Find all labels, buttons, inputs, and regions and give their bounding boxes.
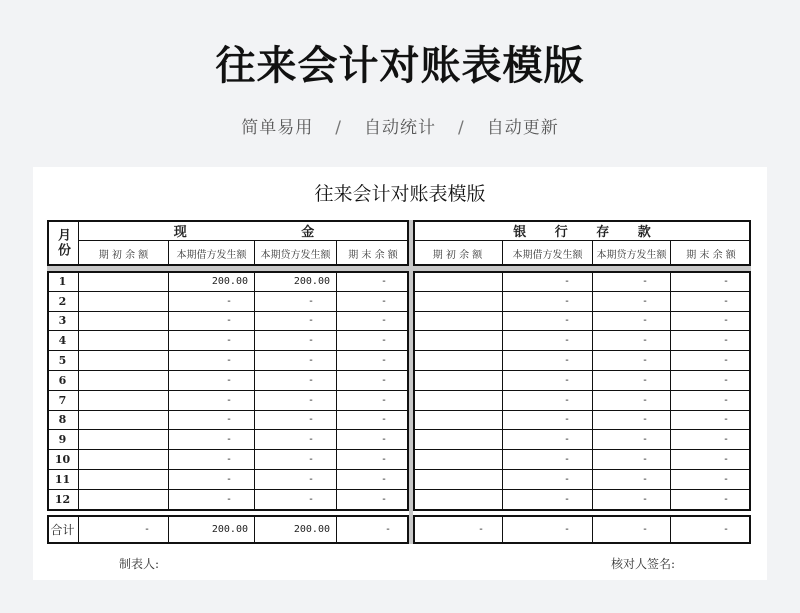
subtitle bbox=[0, 113, 800, 138]
month-cell: 11 bbox=[47, 470, 79, 490]
table-cell[interactable]: - bbox=[722, 494, 729, 506]
table-cell[interactable]: - bbox=[337, 331, 409, 351]
column-subheader: 本期贷方发生额 bbox=[593, 241, 671, 266]
month-cell: 10 bbox=[47, 450, 79, 470]
column-subheader: 期 末 余 额 bbox=[348, 250, 398, 261]
column-subheader: 本期借方发生额 bbox=[169, 241, 255, 266]
month-cell: 3 bbox=[47, 312, 79, 332]
table-cell[interactable] bbox=[413, 430, 503, 450]
table-cell[interactable]: - bbox=[255, 312, 337, 332]
subtitle-item: 自动统计 bbox=[364, 118, 436, 138]
table-cell[interactable]: - bbox=[169, 470, 255, 490]
table-cell[interactable]: - bbox=[255, 430, 337, 450]
column-subheader: 期 初 余 额 bbox=[413, 241, 503, 266]
table-cell[interactable]: - bbox=[337, 450, 409, 470]
table-cell[interactable]: - bbox=[337, 292, 409, 312]
month-cell: 2 bbox=[47, 292, 79, 312]
total-cell: - bbox=[384, 524, 391, 535]
table-cell[interactable]: - bbox=[337, 391, 409, 411]
subtitle-item: 简单易用 bbox=[241, 118, 314, 138]
month-cell: 1 bbox=[47, 272, 79, 292]
table-cell[interactable] bbox=[413, 371, 503, 391]
table-cell[interactable] bbox=[413, 391, 503, 411]
table-cell[interactable] bbox=[413, 272, 503, 292]
month-cell: 7 bbox=[47, 391, 79, 411]
table-cell[interactable]: - bbox=[169, 331, 255, 351]
table-cell[interactable]: - bbox=[255, 371, 337, 391]
sheet-title: 往来会计对账表模版 bbox=[314, 183, 486, 205]
table-cell[interactable]: 200.00 bbox=[169, 272, 255, 292]
table-cell[interactable]: - bbox=[503, 292, 593, 312]
table-cell[interactable] bbox=[79, 351, 169, 371]
table-cell[interactable] bbox=[413, 312, 503, 332]
table-cell[interactable]: - bbox=[169, 312, 255, 332]
table-cell[interactable] bbox=[413, 331, 503, 351]
month-cell: 9 bbox=[47, 430, 79, 450]
checker-signature-label: 核对人签名: bbox=[611, 557, 676, 571]
table-cell[interactable] bbox=[413, 351, 503, 371]
table-cell[interactable]: - bbox=[169, 371, 255, 391]
table-cell[interactable] bbox=[79, 292, 169, 312]
table-cell[interactable]: - bbox=[169, 292, 255, 312]
column-subheader: 期 末 余 额 bbox=[686, 250, 736, 261]
table-cell[interactable] bbox=[79, 490, 169, 510]
month-cell: 6 bbox=[47, 371, 79, 391]
table-cell[interactable] bbox=[79, 430, 169, 450]
table-cell[interactable]: - bbox=[503, 490, 593, 510]
subtitle-separator: / bbox=[335, 118, 342, 138]
table-cell[interactable] bbox=[79, 331, 169, 351]
table-cell[interactable]: - bbox=[503, 470, 593, 490]
table-cell[interactable]: - bbox=[255, 351, 337, 371]
cash-header: 现 金 bbox=[79, 220, 409, 241]
table-cell[interactable] bbox=[413, 411, 503, 431]
table-cell[interactable] bbox=[79, 411, 169, 431]
table-cell[interactable]: - bbox=[337, 312, 409, 332]
table-cell[interactable] bbox=[413, 490, 503, 510]
table-cell[interactable]: - bbox=[593, 351, 671, 371]
subtitle-item: 自动更新 bbox=[486, 118, 559, 138]
table-cell[interactable]: - bbox=[337, 411, 409, 431]
table-cell[interactable]: - bbox=[255, 292, 337, 312]
table-cell[interactable] bbox=[413, 470, 503, 490]
table-cell[interactable]: - bbox=[255, 450, 337, 470]
table-cell[interactable] bbox=[79, 371, 169, 391]
table-cell[interactable]: - bbox=[593, 312, 671, 332]
table-cell[interactable]: - bbox=[593, 490, 671, 510]
bank-header: 银 行 存 款 bbox=[413, 220, 751, 241]
table-cell[interactable] bbox=[79, 312, 169, 332]
table-cell[interactable]: - bbox=[593, 292, 671, 312]
month-cell: 8 bbox=[47, 411, 79, 431]
table-cell[interactable]: - bbox=[255, 470, 337, 490]
month-cell: 5 bbox=[47, 351, 79, 371]
table-cell[interactable]: - bbox=[671, 450, 751, 470]
table-cell[interactable]: - bbox=[503, 272, 593, 292]
table-cell[interactable]: - bbox=[593, 371, 671, 391]
table-cell[interactable]: - bbox=[671, 351, 751, 371]
month-cell: 12 bbox=[47, 490, 79, 510]
total-label: 合计 bbox=[47, 515, 79, 544]
table-cell[interactable] bbox=[79, 470, 169, 490]
table-cell[interactable]: - bbox=[503, 371, 593, 391]
table-cell[interactable] bbox=[79, 450, 169, 470]
total-cell: - bbox=[79, 515, 169, 544]
month-cell: 4 bbox=[47, 331, 79, 351]
table-cell[interactable]: - bbox=[169, 490, 255, 510]
table-cell[interactable]: - bbox=[169, 351, 255, 371]
table-cell[interactable]: - bbox=[593, 470, 671, 490]
total-cell: 200.00 bbox=[255, 515, 337, 544]
table-cell[interactable]: - bbox=[503, 391, 593, 411]
page-title: 往来会计对账表模版 bbox=[215, 43, 585, 89]
table-cell[interactable]: - bbox=[671, 430, 751, 450]
table-cell[interactable]: - bbox=[671, 292, 751, 312]
table-cell[interactable]: - bbox=[337, 272, 409, 292]
table-cell[interactable]: - bbox=[671, 411, 751, 431]
total-cell: - bbox=[593, 515, 671, 544]
total-cell: - bbox=[722, 524, 729, 535]
table-cell[interactable]: - bbox=[255, 411, 337, 431]
table-cell[interactable]: - bbox=[671, 272, 751, 292]
table-cell[interactable]: - bbox=[503, 312, 593, 332]
table-cell[interactable]: - bbox=[593, 430, 671, 450]
table-cell[interactable]: - bbox=[593, 272, 671, 292]
table-cell[interactable]: - bbox=[671, 371, 751, 391]
column-subheader: 本期贷方发生额 bbox=[255, 241, 337, 266]
table-cell[interactable]: - bbox=[337, 470, 409, 490]
table-cell[interactable]: - bbox=[593, 450, 671, 470]
table-cell[interactable]: - bbox=[169, 430, 255, 450]
header-gap bbox=[47, 266, 751, 271]
table-cell[interactable] bbox=[79, 391, 169, 411]
table-cell[interactable]: - bbox=[671, 312, 751, 332]
table-cell[interactable]: - bbox=[671, 470, 751, 490]
month-header: 月份 bbox=[47, 220, 79, 266]
table-cell[interactable] bbox=[413, 450, 503, 470]
ledger-sheet bbox=[33, 167, 767, 580]
table-cell[interactable]: - bbox=[255, 490, 337, 510]
table-cell[interactable] bbox=[413, 292, 503, 312]
table-cell[interactable] bbox=[79, 272, 169, 292]
table-cell[interactable]: - bbox=[255, 331, 337, 351]
table-cell[interactable]: - bbox=[503, 411, 593, 431]
table-cell[interactable]: - bbox=[503, 351, 593, 371]
total-cell: 200.00 bbox=[169, 515, 255, 544]
table-cell[interactable]: - bbox=[337, 430, 409, 450]
column-subheader: 本期借方发生额 bbox=[503, 241, 593, 266]
table-cell[interactable]: - bbox=[337, 351, 409, 371]
table-cell[interactable]: - bbox=[169, 450, 255, 470]
total-cell: - bbox=[503, 515, 593, 544]
table-cell[interactable]: - bbox=[671, 391, 751, 411]
subtitle-separator: / bbox=[458, 118, 465, 138]
table-cell[interactable]: - bbox=[671, 331, 751, 351]
table-cell[interactable]: - bbox=[380, 494, 387, 506]
table-cell[interactable]: - bbox=[503, 430, 593, 450]
preparer-label: 制表人: bbox=[119, 557, 160, 571]
table-cell[interactable]: - bbox=[593, 331, 671, 351]
table-cell[interactable]: - bbox=[169, 411, 255, 431]
table-cell[interactable]: - bbox=[503, 450, 593, 470]
table-cell[interactable]: - bbox=[255, 391, 337, 411]
table-cell[interactable]: - bbox=[593, 411, 671, 431]
table-cell[interactable]: - bbox=[503, 331, 593, 351]
table-cell[interactable]: - bbox=[337, 371, 409, 391]
table-cell[interactable]: - bbox=[169, 391, 255, 411]
table-cell[interactable]: - bbox=[593, 391, 671, 411]
total-cell: - bbox=[413, 515, 503, 544]
table-cell[interactable]: 200.00 bbox=[255, 272, 337, 292]
column-subheader: 期 初 余 额 bbox=[79, 241, 169, 266]
